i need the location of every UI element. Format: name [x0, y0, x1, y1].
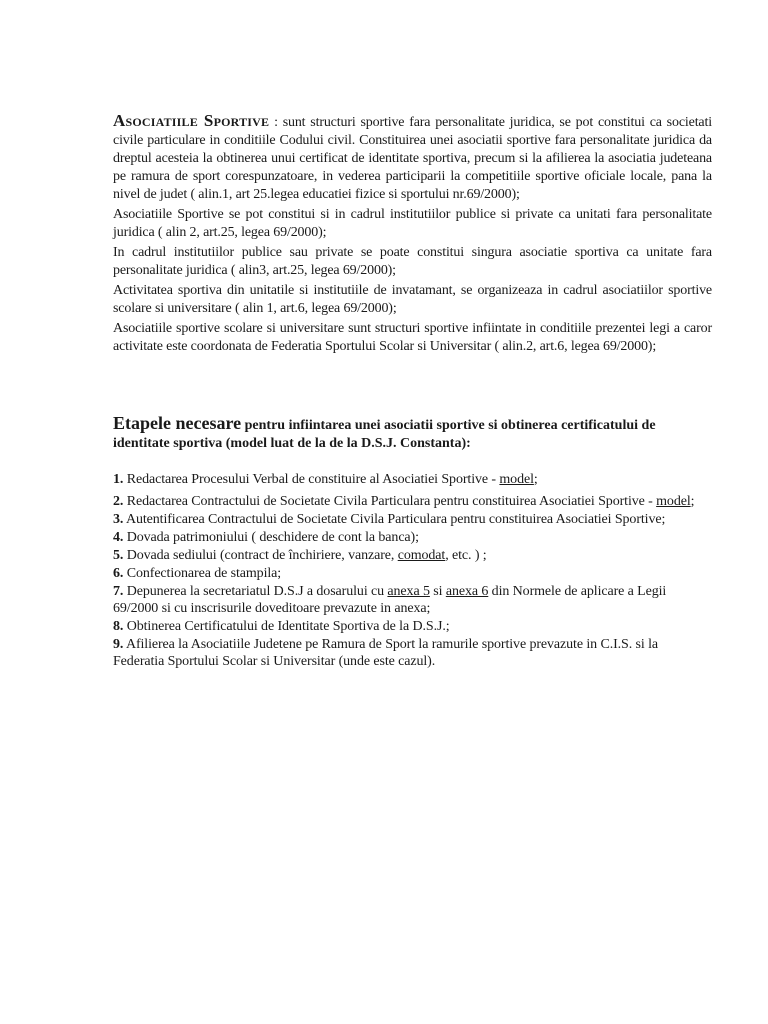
step-1	[113, 471, 712, 488]
step-text: Afilierea la Asociatiile Judetene pe Ramura de Sport la ramurile sportive prevazute in C.I.S. si la Federatia Sportului Scolar si Universitar (unde este cazul).	[113, 637, 658, 669]
comodat-link[interactable]: comodat	[397, 548, 446, 563]
step-number: 2.	[113, 494, 124, 509]
intro-text-1: sunt structuri sportive fara personalitate juridica, se pot constitui ca societati civile particulare in conditiile Codului civil. Constituirea unei asociatii sportive fara personalitate juridica da dreptul acesteia la obtinerea unui certificat de identitate sportiva, precum si la afilierea la asociatia judeteana pe ramura de sport corespunzatoare, in vederea participarii la competitiile sportive oficiale locale, pana la nivel de judet ( alin.1, art 25.legea educatiei fizice si sportului nr.69/2000);	[113, 115, 712, 202]
step-text: Dovada patrimoniului ( deschidere de cont la banca);	[123, 530, 419, 545]
steps-heading-text: pentru infiintarea unei asociatii sportive si obtinerea certificatului de identitate sportiva (model luat de la de la D.S.J. Constanta):	[113, 418, 656, 451]
step-text: Depunerea la secretariatul D.S.J a dosarului cu	[123, 584, 388, 599]
step-number: 1.	[113, 472, 124, 487]
step-text-end: ;	[533, 472, 538, 487]
step-4	[113, 529, 712, 546]
step-6	[113, 565, 712, 582]
step-text: Redactarea Contractului de Societate Civila Particulara pentru constituirea Asociatiei Sportive -	[123, 494, 657, 509]
step-number: 9.	[113, 637, 124, 652]
step-text: Dovada sediului (contract de închiriere, vanzare,	[123, 548, 398, 563]
step-text-mid: si	[429, 584, 446, 599]
step-9	[113, 636, 712, 670]
heading-separator: :	[269, 115, 283, 130]
intro-paragraph-5: Asociatiile sportive scolare si universitare sunt structuri sportive infiintate in conditiile prezentei legi a caror activitate este coordonata de Federatia Sportului Scolar si Universitar ( alin.2, art.6, legea 69/2000);	[113, 321, 712, 354]
step-text-end: ;	[690, 494, 695, 509]
intro-paragraph-1	[113, 112, 712, 204]
anexa-6-link[interactable]: anexa 6	[445, 584, 489, 599]
step-2	[113, 493, 712, 510]
steps-heading	[113, 414, 712, 453]
intro-paragraph-3: In cadrul institutiilor publice sau private se poate constitui singura asociatie sportiva ca unitate fara personalitate juridica ( alin3, art.25, legea 69/2000);	[113, 245, 712, 278]
step-number: 4.	[113, 530, 124, 545]
step-number: 3.	[113, 512, 124, 527]
step-text: Autentificarea Contractului de Societate Civila Particulara pentru constituirea Asociatiei Sportive;	[123, 512, 666, 527]
step-text: Confectionarea de stampila;	[123, 566, 282, 581]
document-page	[113, 112, 712, 671]
step-number: 8.	[113, 619, 124, 634]
steps-heading-title: Etapele necesare	[113, 413, 242, 433]
spacer	[113, 358, 712, 414]
model-link[interactable]: model	[656, 494, 691, 509]
anexa-5-link[interactable]: anexa 5	[387, 584, 430, 599]
step-text-end: din Normele de aplicare a Legii 69/2000 si cu inscrisurile doveditoare prevazute in anexa;	[113, 584, 667, 616]
step-7	[113, 583, 712, 617]
step-number: 7.	[113, 584, 124, 599]
model-link[interactable]: model	[499, 472, 534, 487]
step-text: Obtinerea Certificatului de Identitate Sportiva de la D.S.J.;	[123, 619, 450, 634]
section-heading: Asociatiile Sportive	[113, 111, 270, 130]
intro-paragraph-4: Activitatea sportiva din unitatile si institutiile de invatamant, se organizeaza in cadrul asociatiilor sportive scolare si universitare ( alin 1, art.6, legea 69/2000);	[113, 283, 712, 316]
step-number: 5.	[113, 548, 124, 563]
step-text: Redactarea Procesului Verbal de constituire al Asociatiei Sportive -	[123, 472, 500, 487]
intro-paragraph-2: Asociatiile Sportive se pot constitui si in cadrul institutiilor publice si private ca unitati fara personalitate juridica ( alin 2, art.25, legea 69/2000);	[113, 207, 712, 240]
step-text-end: , etc. ) ;	[445, 548, 487, 563]
step-3	[113, 511, 712, 528]
step-number: 6.	[113, 566, 124, 581]
steps-list	[113, 471, 712, 670]
step-8	[113, 618, 712, 635]
step-5	[113, 547, 712, 564]
